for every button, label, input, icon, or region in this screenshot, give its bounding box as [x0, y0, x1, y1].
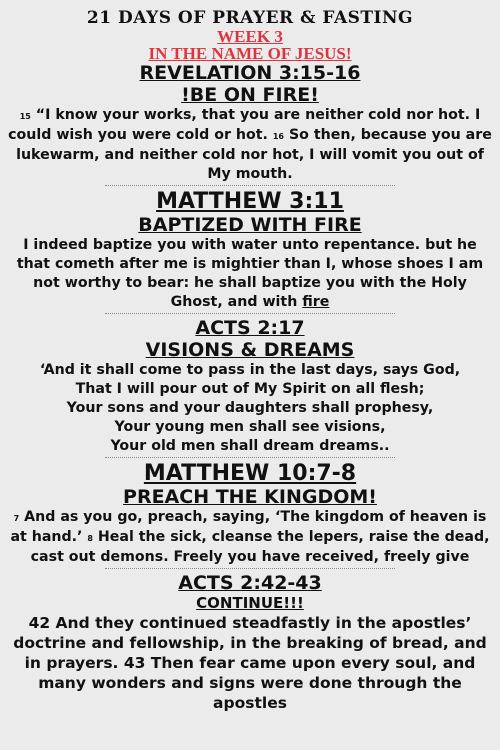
verse-line: Your old men shall dream dreams..	[110, 438, 390, 454]
divider	[105, 457, 395, 458]
verse-text: I indeed baptize you with water unto repentance. but he that cometh after me is mightier than I, whose shoes I am not worthy to bear: he shall baptize you with the Holy Ghost, and with	[16, 237, 484, 310]
section-subtitle: !BE ON FIRE!	[181, 84, 319, 106]
verse-number: 16	[272, 132, 284, 141]
section-acts-2-17	[0, 317, 500, 458]
scripture-text	[0, 361, 500, 456]
verse-text: Heal the sick, cleanse the lepers, raise the dead, cast out demons. Freely you have received, freely give	[30, 529, 490, 565]
section-revelation	[0, 62, 500, 186]
section-subtitle: VISIONS & DREAMS	[145, 339, 355, 361]
scripture-text: 42 And they continued steadfastly in the apostles’ doctrine and fellowship, in the breaking of bread, and in prayers. 43 Then fear came upon every soul, and many wonders and signs were done through the apostles	[13, 614, 487, 712]
scripture-text	[0, 508, 500, 567]
verse-line: ‘And it shall come to pass in the last days, says God,	[39, 362, 461, 378]
verse-number: 15	[19, 112, 31, 121]
week-label: WEEK 3	[217, 27, 283, 46]
divider	[105, 185, 395, 186]
section-subtitle: CONTINUE!!!	[196, 594, 304, 612]
section-subtitle: PREACH THE KINGDOM!	[123, 486, 377, 508]
verse-text-end: fire	[302, 294, 330, 310]
section-acts-2-42	[0, 572, 500, 713]
week-theme: IN THE NAME OF JESUS!	[148, 44, 352, 63]
scripture-text	[0, 236, 500, 312]
section-matthew-3	[0, 189, 500, 314]
divider	[105, 568, 395, 569]
verse-number: 7	[13, 514, 20, 523]
verse-text: And as you go, preach, saying, ‘The kingdom of heaven is at hand.’	[10, 509, 487, 545]
divider	[105, 313, 395, 314]
scripture-reference: ACTS 2:42-43	[178, 572, 322, 594]
verse-line: That I will pour out of My Spirit on all flesh;	[75, 381, 425, 397]
verse-number: 8	[87, 534, 93, 543]
verse-line: Your sons and your daughters shall prophesy,	[66, 400, 434, 416]
scripture-reference: REVELATION 3:15-16	[139, 62, 361, 84]
scripture-reference: MATTHEW 3:11	[156, 189, 344, 214]
verse-text: “I know your works, that you are neither cold nor hot. I could wish you were cold or hot.	[8, 107, 481, 143]
verse-line: Your young men shall see visions,	[114, 419, 386, 435]
scripture-text	[0, 106, 500, 184]
scripture-reference: MATTHEW 10:7-8	[143, 461, 357, 486]
verse-text: So then, because you are lukewarm, and neither cold nor hot, I will vomit you out of My mouth.	[16, 127, 492, 182]
section-subtitle: BAPTIZED WITH FIRE	[138, 214, 362, 236]
section-matthew-10	[0, 461, 500, 569]
scripture-reference: ACTS 2:17	[195, 317, 305, 339]
page-title: 21 DAYS OF PRAYER & FASTING	[86, 8, 414, 28]
